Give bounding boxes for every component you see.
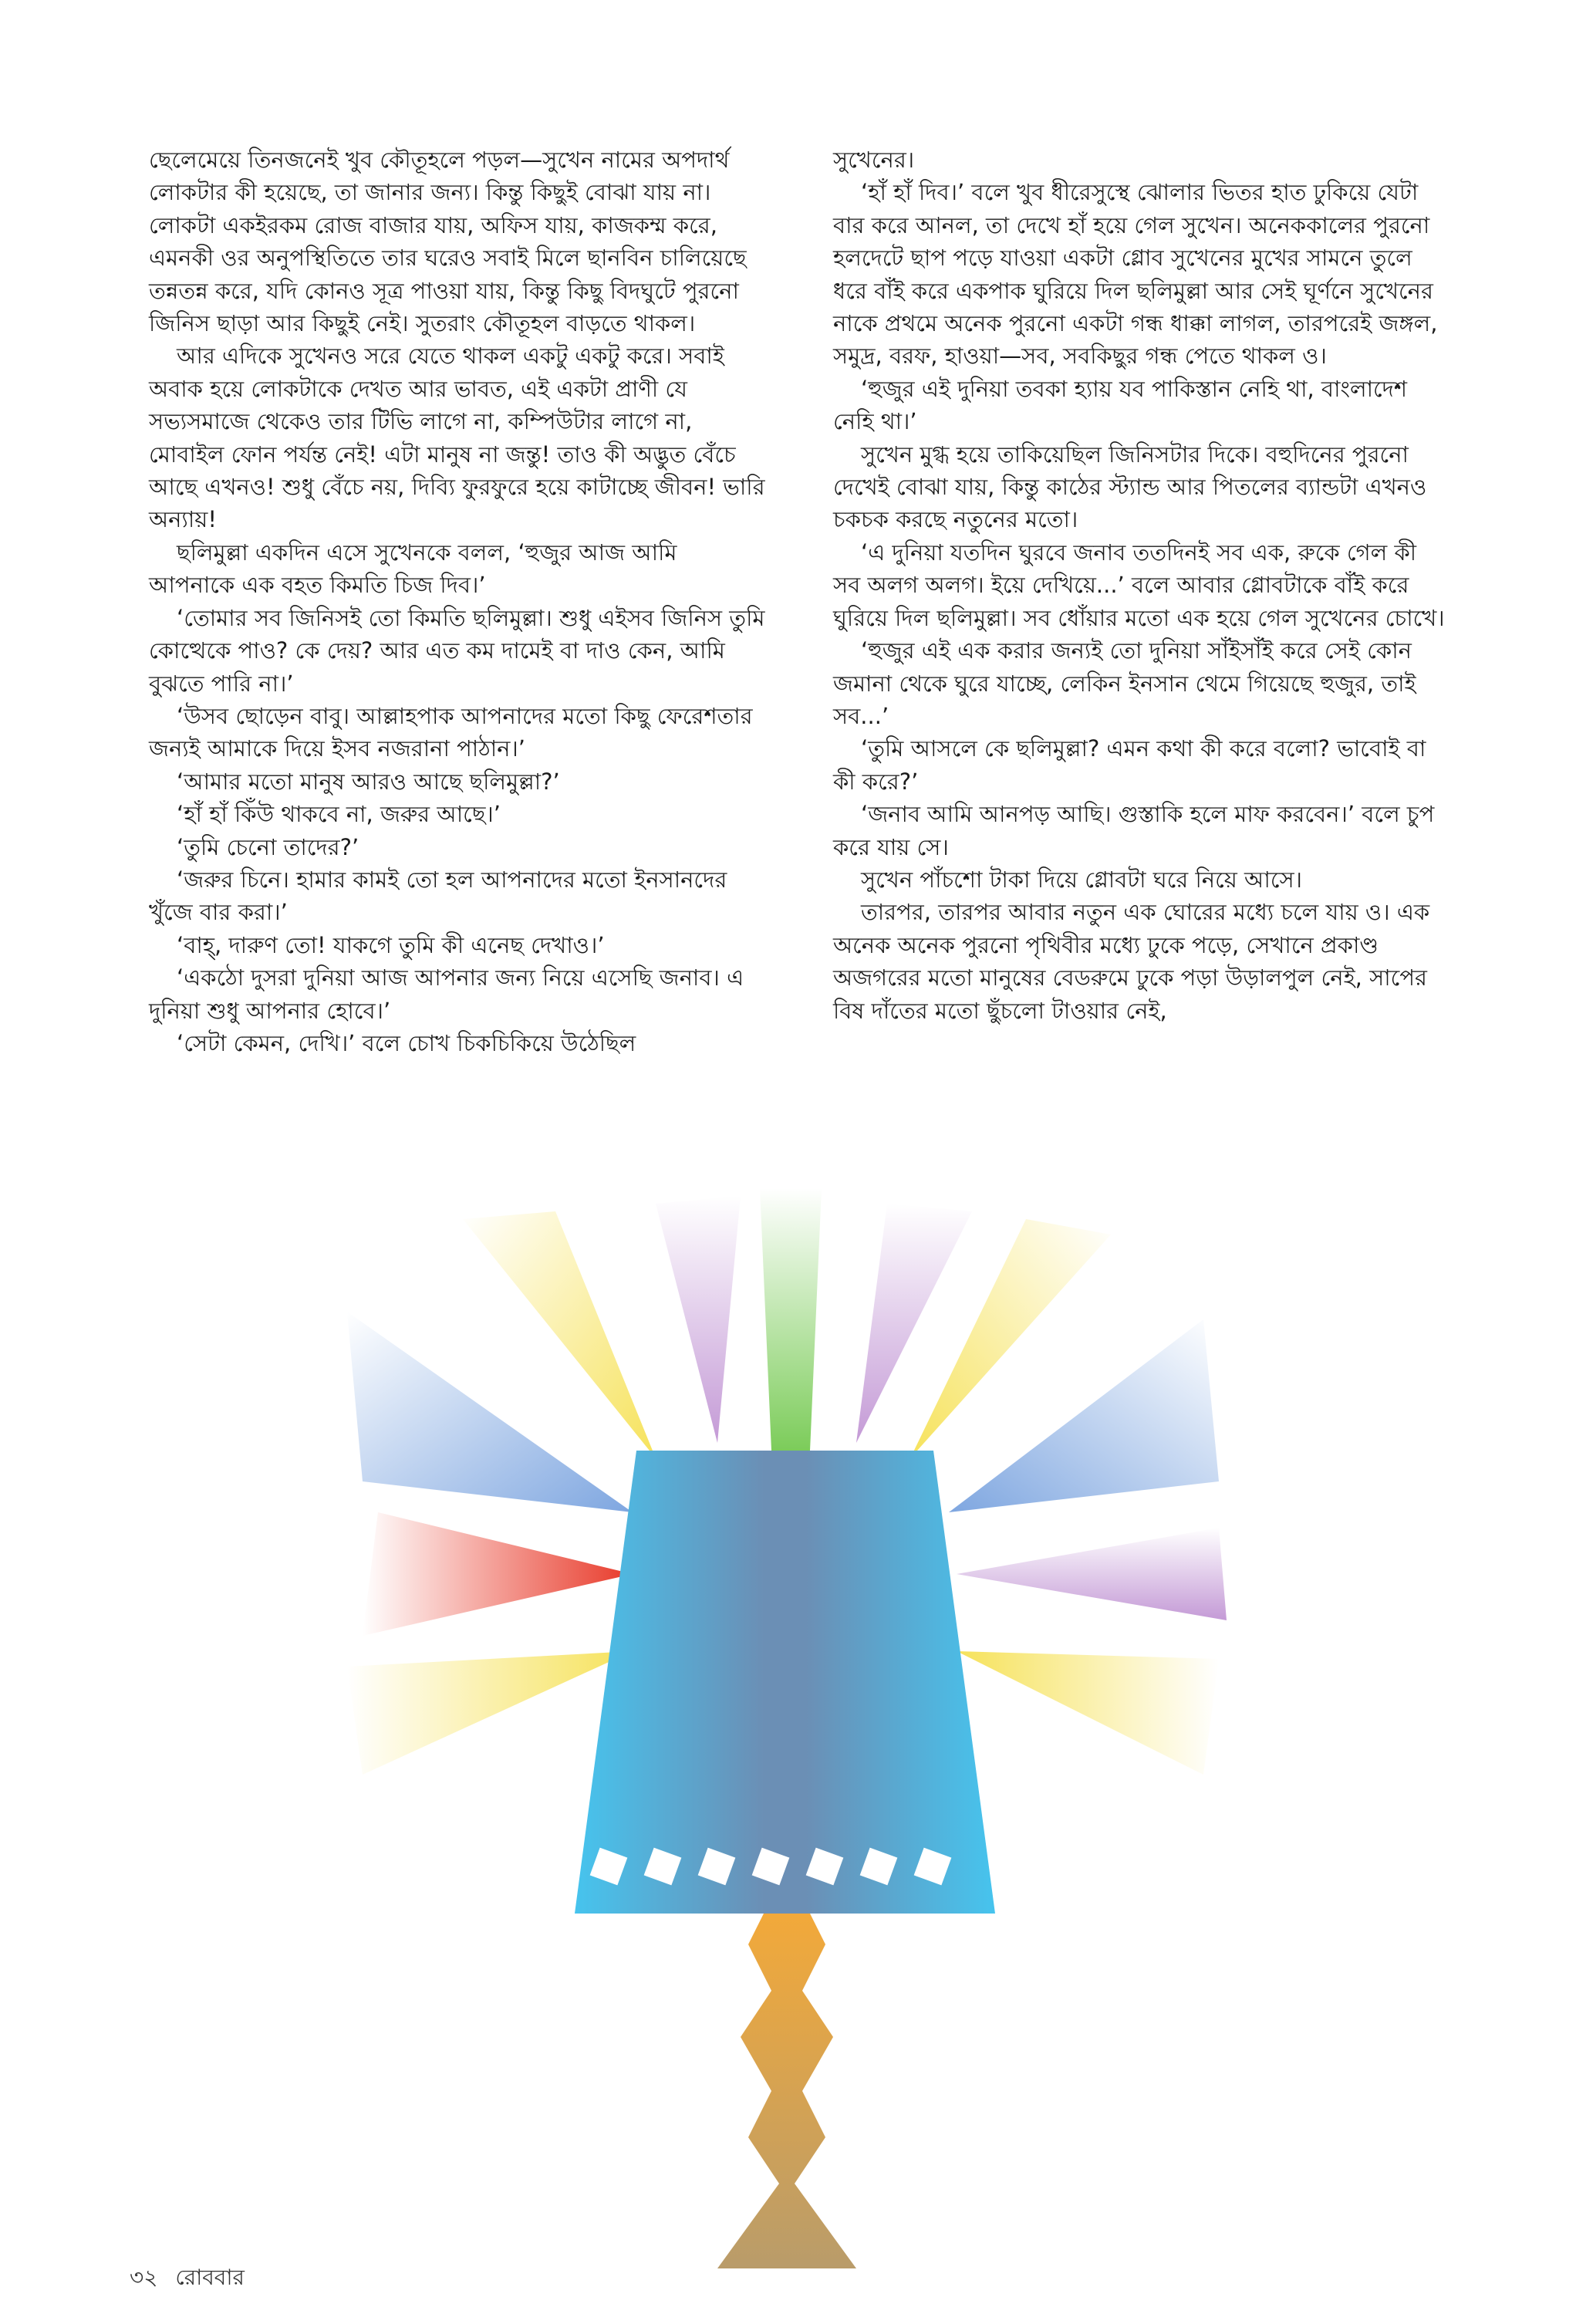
paragraph: ‘হাঁ হাঁ দিব।’ বলে খুব ধীরেসুস্থে ঝোলার ভিতর হাত ঢুকিয়ে যেটা বার করে আনল, তা দেখে হাঁ হয়ে গেল সুখেন। অনেককালের পুরনো হলদেটে ছাপ পড়ে যাওয়া একটা গ্লোব সুখেনের মুখের সামনে তুলে ধরে বাঁই করে একপাক ঘুরিয়ে দিল ছলিমুল্লা আর সেই ঘূর্ণনে সুখেনের নাকে প্রথমে অনেক পুরনো একটা গন্ধ ধাক্কা লাগল, তারপরেই জঙ্গল, সমুদ্র, বরফ, হাওয়া—সব, সবকিছুর গন্ধ পেতে থাকল ও। (833, 179, 1438, 370)
lamp-shade (575, 1451, 995, 1914)
paragraph: ‘হুজুর এই দুনিয়া তবকা হ্যায় যব পাকিস্তান নেহি থা, বাংলাদেশ নেহি থা।’ (833, 375, 1408, 435)
paragraph: ‘বাহ্, দারুণ তো! যাকগে তুমি কী এনেছ দেখাও।’ (177, 931, 605, 958)
paragraph: ‘তুমি চেনো তাদের?’ (177, 833, 359, 860)
ray-red-left (363, 1512, 633, 1636)
paragraph: সুখেনের। (833, 147, 915, 173)
lamp-stand (717, 1914, 856, 2268)
ray-yellow-right-low (957, 1651, 1219, 1775)
magazine-name: রোববার (175, 2265, 245, 2290)
page-footer (130, 2261, 255, 2297)
paragraph: সুখেন মুগ্ধ হয়ে তাকিয়েছিল জিনিসটার দিকে। বহুদিনের পুরনো দেখেই বোঝা যায়, কিন্তু কাঠের স্ট্যান্ড আর পিতলের ব্যান্ডটা এখনও চকচক করছে নতুনের মতো। (833, 441, 1427, 533)
lamp-illustration (0, 1188, 1576, 2268)
paragraph: ‘জনাব আমি আনপড় আছি। গুস্তাকি হলে মাফ করবেন।’ বলে চুপ করে যায় সে। (833, 801, 1435, 860)
ray-purple-left (656, 1196, 741, 1443)
paragraph: ‘উসব ছোড়েন বাবু। আল্লাহপাক আপনাদের মতো কিছু ফেরেশতার জন্যই আমাকে দিয়ে ইসব নজরানা পাঠান।’ (149, 702, 753, 762)
paragraph: ‘একঠো দুসরা দুনিয়া আজ আপনার জন্য নিয়ে এসেছি জনাব। এ দুনিয়া শুধু আপনার হোবে।’ (149, 964, 744, 1024)
article-column-right (833, 144, 1446, 1027)
article-column-left (149, 144, 766, 1059)
paragraph: ‘হাঁ হাঁ কিঁউ থাকবে না, জরুর আছে।’ (177, 801, 501, 828)
paragraph: ‘এ দুনিয়া যতদিন ঘুরবে জনাব ততদিনই সব এক, রুকে গেল কী সব অলগ অলগ। ইয়ে দেখিয়ে...’ বলে আবার গ্লোবটাকে বাঁই করে ঘুরিয়ে দিল ছলিমুল্লা। সব ধোঁয়ার মতো এক হয়ে গেল সুখেনের চোখে। (833, 539, 1445, 631)
paragraph: ‘হুজুর এই এক করার জন্যই তো দুনিয়া সাঁইসাঁই করে সেই কোন জমানা থেকে ঘুরে যাচ্ছে, লেকিন ইনসান থেমে গিয়েছে হুজুর, তাই সব...’ (833, 637, 1416, 729)
ray-yellow-left-low (347, 1651, 633, 1775)
ray-green-center (760, 1188, 822, 1451)
paragraph: ছেলেমেয়ে তিনজনেই খুব কৌতূহলে পড়ল—সুখেন নামের অপদার্থ লোকটার কী হয়েছে, তা জানার জন্য। কিন্তু কিছুই বোঝা যায় না। লোকটা একইরকম রোজ বাজার যায়, অফিস যায়, কাজকম্ম করে, এমনকী ওর অনুপস্থিতিতে তার ঘরেও সবাই মিলে ছানবিন চালিয়েছে তন্নতন্ন করে, যদি কোনও সূত্র পাওয়া যায়, কিন্তু কিছু বিদঘুটে পুরনো জিনিস ছাড়া আর কিছুই নেই। সুতরাং কৌতূহল বাড়তে থাকল। (149, 147, 747, 337)
paragraph: ‘আমার মতো মানুষ আরও আছে ছলিমুল্লা?’ (177, 768, 560, 795)
paragraph: ‘জরুর চিনে। হামার কামই তো হল আপনাদের মতো ইনসানদের খুঁজে বার করা।’ (149, 866, 727, 926)
paragraph: তারপর, তারপর আবার নতুন এক ঘোরের মধ্যে চলে যায় ও। এক অনেক অনেক পুরনো পৃথিবীর মধ্যে ঢুকে পড়ে, সেখানে প্রকাণ্ড অজগরের মতো মানুষের বেডরুমে ঢুকে পড়া উড়ালপুল নেই, সাপের বিষ দাঁতের মতো ছুঁচলো টাওয়ার নেই, (833, 899, 1430, 1024)
paragraph: আর এদিকে সুখেনও সরে যেতে থাকল একটু একটু করে। সবাই অবাক হয়ে লোকটাকে দেখত আর ভাবত, এই একটা প্রাণী যে সভ্যসমাজে থেকেও তার টিভি লাগে না, কম্পিউটার লাগে না, মোবাইল ফোন পর্যন্ত নেই! এটা মানুষ না জন্তু! তাও কী অদ্ভুত বেঁচে আছে এখনও! শুধু বেঁচে নয়, দিব্যি ফুরফুরে হয়ে কাটাচ্ছে জীবন! ভারি অন্যায়! (149, 343, 765, 533)
page-number: ৩২ (130, 2265, 158, 2290)
paragraph: ‘তুমি আসলে কে ছলিমুল্লা? এমন কথা কী করে বলো? ভাবোই বা কী করে?’ (833, 735, 1426, 795)
paragraph: ‘সেটা কেমন, দেখি।’ বলে চোখ চিকচিকিয়ে উঠেছিল (177, 1029, 636, 1056)
paragraph: ছলিমুল্লা একদিন এসে সুখেনকে বলল, ‘হুজুর আজ আমি আপনাকে এক বহত কিমতি চিজ দিব।’ (149, 539, 677, 599)
paragraph: ‘তোমার সব জিনিসই তো কিমতি ছলিমুল্লা। শুধু এইসব জিনিস তুমি কোত্থেকে পাও? কে দেয়? আর এত কম দামেই বা দাও কেন, আমি বুঝতে পারি না।’ (149, 604, 765, 697)
ray-purple-right-low (957, 1528, 1227, 1620)
paragraph: সুখেন পাঁচশো টাকা দিয়ে গ্লোবটা ঘরে নিয়ে আসে। (861, 866, 1303, 893)
